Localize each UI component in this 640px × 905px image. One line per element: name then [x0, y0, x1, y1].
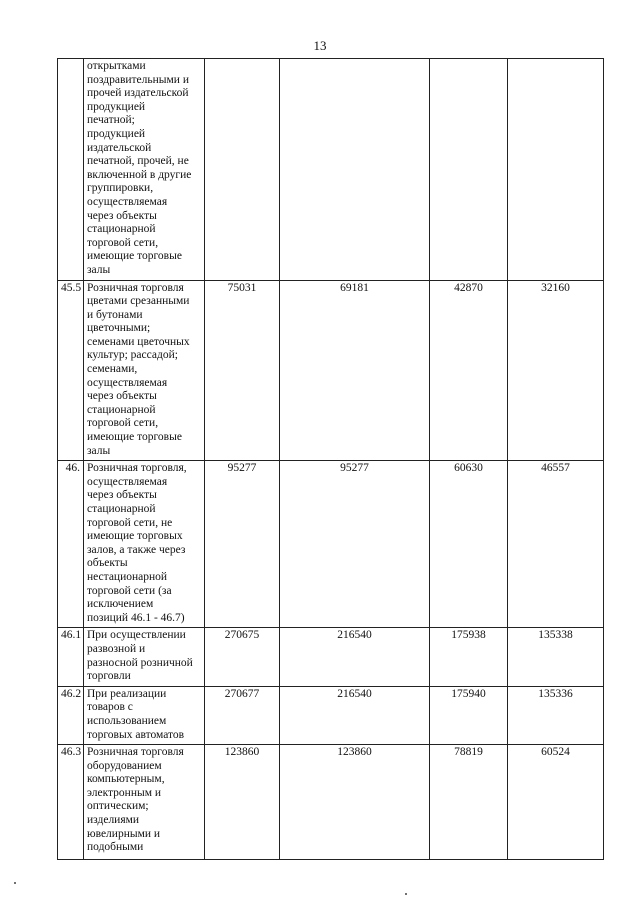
- value-col-4: 135338: [508, 628, 604, 686]
- row-description: При реализации товаров с использованием торговых автоматов: [84, 686, 205, 744]
- value-col-4: 32160: [508, 280, 604, 461]
- value-col-2: [280, 59, 430, 281]
- value-col-2: 95277: [280, 461, 430, 628]
- value-col-3: 175940: [430, 686, 508, 744]
- value-col-3: 42870: [430, 280, 508, 461]
- value-col-4: [508, 59, 604, 281]
- table-row: [58, 461, 604, 628]
- value-col-1: 270677: [205, 686, 280, 744]
- row-description: При осуществлении развозной и разносной розничной торговли: [84, 628, 205, 686]
- value-col-3: 78819: [430, 745, 508, 860]
- row-number: 46.1: [58, 628, 84, 686]
- value-col-3: 175938: [430, 628, 508, 686]
- value-col-1: 95277: [205, 461, 280, 628]
- value-col-1: 123860: [205, 745, 280, 860]
- page-number: 13: [313, 38, 327, 53]
- row-number: 45.5: [58, 280, 84, 461]
- row-number: 46.2: [58, 686, 84, 744]
- value-col-4: 60524: [508, 745, 604, 860]
- value-col-3: [430, 59, 508, 281]
- value-col-4: 46557: [508, 461, 604, 628]
- row-number: 46.: [58, 461, 84, 628]
- row-number: [58, 59, 84, 281]
- table-row: [58, 745, 604, 860]
- row-description: открытками поздравительными и прочей издательской продукцией печатной; продукцией издательской печатной, прочей, не включенной в другие группировки, осуществляемая через объекты стационарной торговой сети, имеющие торговые залы: [84, 59, 205, 281]
- table-row: [58, 628, 604, 686]
- value-col-2: 216540: [280, 628, 430, 686]
- table-row: [58, 686, 604, 744]
- table-row: [58, 280, 604, 461]
- row-description: Розничная торговля, осуществляемая через объекты стационарной торговой сети, не имеющие торговых залов, а также через объекты нестационарной торговой сети (за исключением позиций 46.1 - 46.7): [84, 461, 205, 628]
- row-description: Розничная торговля оборудованием компьютерным, электронным и оптическим; изделиями ювелирными и подобными: [84, 745, 205, 860]
- scan-speck: [14, 882, 16, 884]
- row-number: 46.3: [58, 745, 84, 860]
- table-row: [58, 59, 604, 281]
- row-description: Розничная торговля цветами срезанными и бутонами цветочными; семенами цветочных культур; рассадой; семенами, осуществляемая через объекты стационарной торговой сети, имеющие торговые залы: [84, 280, 205, 461]
- value-col-1: 75031: [205, 280, 280, 461]
- value-col-2: 69181: [280, 280, 430, 461]
- value-col-1: [205, 59, 280, 281]
- tariff-table: [57, 58, 604, 860]
- value-col-2: 123860: [280, 745, 430, 860]
- scan-speck: [405, 893, 407, 895]
- value-col-1: 270675: [205, 628, 280, 686]
- value-col-3: 60630: [430, 461, 508, 628]
- value-col-4: 135336: [508, 686, 604, 744]
- value-col-2: 216540: [280, 686, 430, 744]
